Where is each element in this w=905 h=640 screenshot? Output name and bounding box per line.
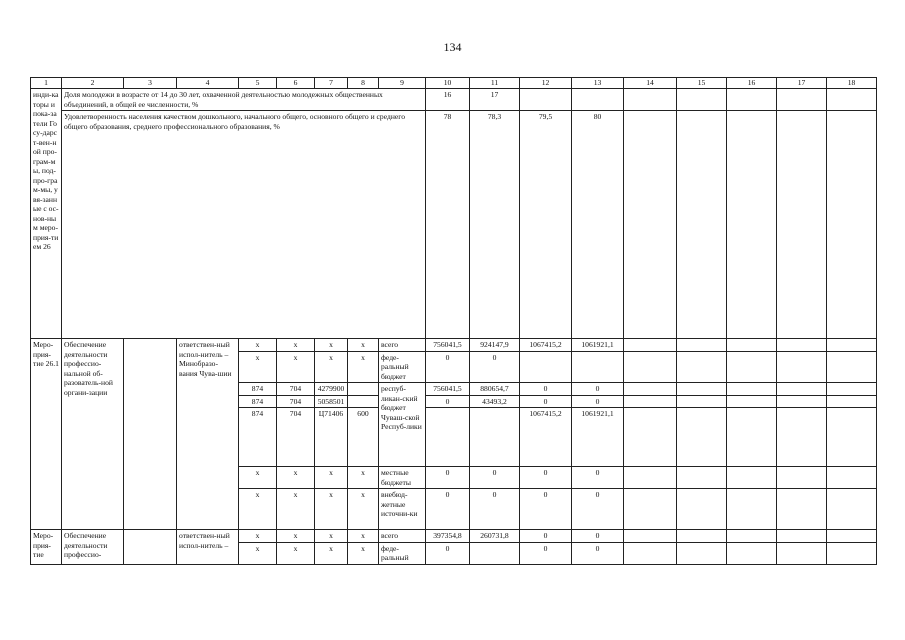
event-name: Обеспечение деятельности профессио-нальной об-разователь-ной органи-зации: [62, 339, 124, 530]
event-name: Обеспечение деятельности профессио-: [62, 530, 124, 565]
cell: 600: [348, 408, 379, 467]
cell: x: [315, 339, 348, 352]
value-cell: 1061921,1: [572, 339, 624, 352]
cell: 704: [277, 383, 315, 396]
value-cell: 0: [572, 542, 624, 564]
cell: x: [348, 339, 379, 352]
indicator-value: 17: [470, 89, 520, 111]
cell: x: [239, 530, 277, 543]
cell: x: [315, 542, 348, 564]
value-cell: 0: [572, 530, 624, 543]
cell: x: [315, 467, 348, 489]
value-cell: 880654,7: [470, 383, 520, 396]
event-responsible: ответствен-ный испол-нитель –: [177, 530, 239, 565]
value-cell: 1067415,2: [520, 408, 572, 467]
funding-source: феде-ральный бюджет: [379, 351, 426, 383]
cell: x: [348, 467, 379, 489]
header-cell: 6: [277, 78, 315, 89]
funding-source: местные бюджеты: [379, 467, 426, 489]
value-cell: [470, 542, 520, 564]
header-cell: 15: [677, 78, 727, 89]
cell: x: [348, 530, 379, 543]
value-cell: 1067415,2: [520, 339, 572, 352]
cell: 874: [239, 395, 277, 408]
cell: x: [277, 339, 315, 352]
indicator-row: [31, 89, 877, 111]
cell: 4279900: [315, 383, 348, 396]
event-row: [31, 339, 877, 352]
cell: 704: [277, 395, 315, 408]
value-cell: 756041,5: [426, 383, 470, 396]
value-cell: 0: [572, 489, 624, 530]
cell: x: [239, 489, 277, 530]
program-table: [30, 77, 877, 565]
value-cell: 0: [572, 395, 624, 408]
indicator-row: [31, 111, 877, 339]
indicator-value: 16: [426, 89, 470, 111]
value-cell: 0: [426, 542, 470, 564]
value-cell: 0: [520, 467, 572, 489]
indicator-value: 78: [426, 111, 470, 339]
header-cell: 7: [315, 78, 348, 89]
indicator-value: 79,5: [520, 111, 572, 339]
indicator-value: 80: [572, 111, 624, 339]
funding-source: внебюд-жетные источни-ки: [379, 489, 426, 530]
cell: x: [239, 339, 277, 352]
cell: x: [348, 542, 379, 564]
indicator-text: Удовлетворенность населения качеством дошкольного, начального общего, основного общего и среднего общего образования, среднего профессионального образования, %: [62, 111, 426, 339]
value-cell: [426, 408, 470, 467]
funding-source: феде-ральный: [379, 542, 426, 564]
cell: x: [277, 530, 315, 543]
cell: 874: [239, 408, 277, 467]
cell: 5058501: [315, 395, 348, 408]
cell: x: [348, 351, 379, 383]
value-cell: 0: [520, 542, 572, 564]
cell: x: [277, 489, 315, 530]
value-cell: 0: [572, 467, 624, 489]
value-cell: 0: [426, 489, 470, 530]
cell: [348, 395, 379, 408]
value-cell: 260731,8: [470, 530, 520, 543]
column-number-row: [31, 78, 877, 89]
event-row: [31, 530, 877, 543]
value-cell: 0: [426, 351, 470, 383]
header-cell: 12: [520, 78, 572, 89]
header-cell: 9: [379, 78, 426, 89]
value-cell: 0: [520, 530, 572, 543]
header-cell: 3: [124, 78, 177, 89]
page-number: 134: [443, 40, 462, 54]
value-cell: 0: [426, 467, 470, 489]
indicator-text: Доля молодежи в возрасте от 14 до 30 лет, охваченной деятельностью молодежных общественных объединений, в общей ее численности, %: [62, 89, 426, 111]
value-cell: 1061921,1: [572, 408, 624, 467]
header-cell: 2: [62, 78, 124, 89]
cell: Ц71406: [315, 408, 348, 467]
header-cell: 4: [177, 78, 239, 89]
header-cell: 11: [470, 78, 520, 89]
funding-source: всего: [379, 530, 426, 543]
cell: x: [277, 542, 315, 564]
value-cell: 43493,2: [470, 395, 520, 408]
value-cell: 0: [572, 383, 624, 396]
value-cell: 924147,9: [470, 339, 520, 352]
value-cell: 756041,5: [426, 339, 470, 352]
cell: x: [315, 351, 348, 383]
value-cell: 0: [470, 467, 520, 489]
cell: 704: [277, 408, 315, 467]
cell: [348, 383, 379, 396]
cell: x: [239, 351, 277, 383]
cell: x: [348, 489, 379, 530]
event-responsible: ответствен-ный испол-нитель – Минобразо-вания Чува-шии: [177, 339, 239, 530]
cell: x: [277, 351, 315, 383]
cell: x: [239, 467, 277, 489]
value-cell: 0: [520, 383, 572, 396]
header-cell: 8: [348, 78, 379, 89]
value-cell: 0: [520, 395, 572, 408]
indicator-value: 78,3: [470, 111, 520, 339]
value-cell: 0: [470, 351, 520, 383]
cell: x: [315, 530, 348, 543]
cell: x: [239, 542, 277, 564]
funding-source: всего: [379, 339, 426, 352]
header-cell: 10: [426, 78, 470, 89]
funding-source: респуб-ликан-ский бюджет Чуваш-ской Респуб-лики: [379, 383, 426, 467]
value-cell: 0: [470, 489, 520, 530]
value-cell: [520, 351, 572, 383]
cell: 874: [239, 383, 277, 396]
header-cell: 13: [572, 78, 624, 89]
value-cell: 0: [520, 489, 572, 530]
cell: x: [277, 467, 315, 489]
value-cell: [470, 408, 520, 467]
header-cell: 16: [727, 78, 777, 89]
header-cell: 17: [777, 78, 827, 89]
value-cell: [572, 351, 624, 383]
header-cell: 18: [827, 78, 877, 89]
header-cell: 5: [239, 78, 277, 89]
indicators-label: инди-каторы и пока-затели Госу-дарст-вен-ной про-грам-мы, под-про-грам-мы, увя-занные с ос-нов-ным меро-прия-тием 26: [31, 89, 62, 339]
value-cell: 0: [426, 395, 470, 408]
value-cell: 397354,8: [426, 530, 470, 543]
event-label: Меро-прия-тие 26.1: [31, 339, 62, 530]
header-cell: 14: [624, 78, 677, 89]
header-cell: 1: [31, 78, 62, 89]
event-label: Меро-прия-тие: [31, 530, 62, 565]
cell: x: [315, 489, 348, 530]
